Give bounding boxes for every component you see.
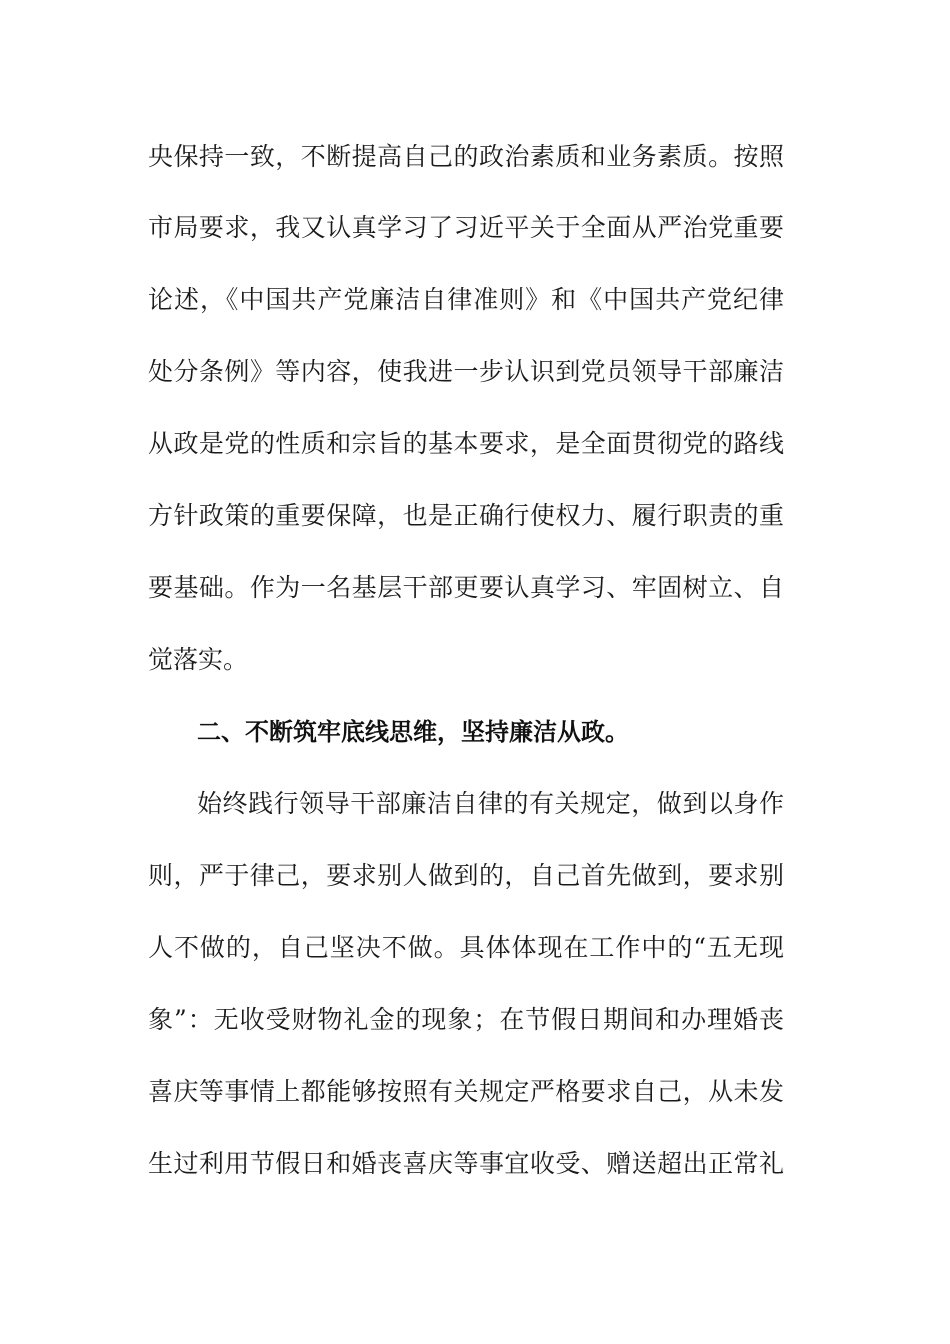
paragraph-line: 喜庆等事情上都能够按照有关规定严格要求自己，从未发: [148, 1077, 784, 1106]
paragraph-line: 象”：无收受财物礼金的现象；在节假日期间和办理婚丧: [148, 1005, 784, 1034]
paragraph-line: 从政是党的性质和宗旨的基本要求，是全面贯彻党的路线: [148, 429, 784, 458]
paragraph-line: 要基础。作为一名基层干部更要认真学习、牢固树立、自: [148, 573, 784, 602]
paragraph-line: 觉落实。: [148, 645, 249, 674]
paragraph-line: 论述，《中国共产党廉洁自律准则》和《中国共产党纪律: [148, 285, 784, 314]
paragraph-line: 则，严于律己，要求别人做到的，自己首先做到，要求别: [148, 861, 784, 890]
paragraph-line: 始终践行领导干部廉洁自律的有关规定，做到以身作: [197, 789, 784, 818]
section-heading: 二、不断筑牢底线思维，坚持廉洁从政。: [197, 718, 629, 746]
paragraph-line: 处分条例》等内容，使我进一步认识到党员领导干部廉洁: [148, 357, 784, 386]
paragraph-line: 央保持一致，不断提高自己的政治素质和业务素质。按照: [148, 142, 784, 171]
paragraph-line: 人不做的，自己坚决不做。具体体现在工作中的“五无现: [148, 933, 784, 962]
paragraph-line: 市局要求，我又认真学习了习近平关于全面从严治党重要: [148, 213, 784, 242]
paragraph-line: 生过利用节假日和婚丧喜庆等事宜收受、赠送超出正常礼: [148, 1149, 784, 1178]
paragraph-line: 方针政策的重要保障，也是正确行使权力、履行职责的重: [148, 501, 784, 530]
